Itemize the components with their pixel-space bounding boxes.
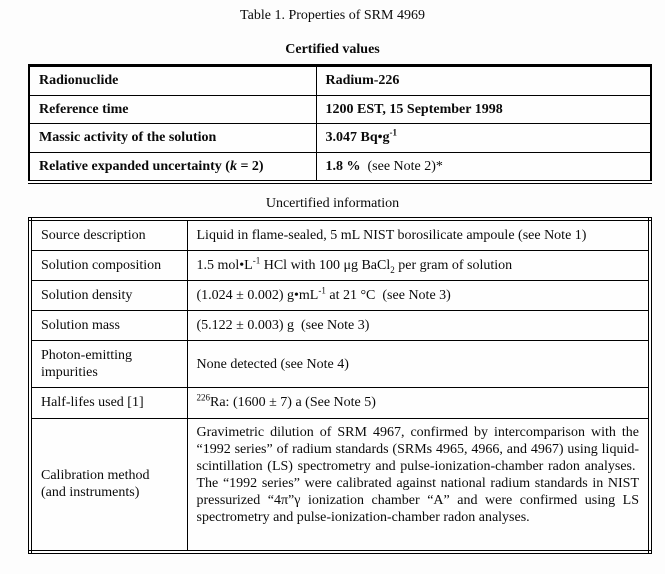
- text-segment: Calibration method (and instruments): [41, 468, 150, 501]
- row-label-cell: [30, 219, 187, 251]
- row-label-cell: [29, 152, 316, 182]
- text-segment: Source description: [41, 228, 146, 243]
- row-value-cell: [187, 311, 650, 341]
- row-label-cell: [29, 66, 316, 96]
- row-label-cell: [30, 311, 187, 341]
- row-value-cell: [187, 219, 650, 251]
- text-segment: Relative expanded uncertainty (: [39, 158, 230, 174]
- text-segment: k: [229, 158, 237, 174]
- row-value-cell: [316, 66, 651, 96]
- text-segment: None detected (see Note 4): [196, 356, 349, 372]
- text-segment: -1: [389, 127, 398, 138]
- row-value-cell: [187, 251, 650, 281]
- text-segment: (1.024 ± 0.002) g•mL: [196, 288, 319, 304]
- certified-values-heading: Certified values: [285, 42, 380, 57]
- text-segment: (see Note 2)*: [360, 158, 443, 174]
- table-row: [30, 311, 650, 341]
- row-value-cell: [316, 95, 651, 124]
- row-value-cell: [187, 281, 650, 311]
- uncertified-information-heading: Uncertified information: [265, 196, 400, 211]
- row-value-cell: [316, 124, 651, 153]
- row-label-cell: [30, 251, 187, 281]
- text-segment: Half-lifes used [1]: [41, 395, 144, 411]
- text-segment: 226: [196, 392, 210, 403]
- text-segment: = 2): [236, 158, 264, 174]
- text-segment: -1: [252, 255, 261, 266]
- table-row: [29, 95, 651, 124]
- text-segment: HCl with 100 μg BaCl: [260, 258, 391, 274]
- text-segment: Massic activity of the solution: [39, 130, 217, 145]
- text-segment: (5.122 ± 0.003) g (see Note 3): [196, 318, 370, 334]
- row-label-cell: [29, 95, 316, 124]
- row-label-cell: [29, 124, 316, 153]
- table-row: [30, 388, 650, 418]
- text-segment: 1200 EST, 15 September 1998: [325, 101, 503, 117]
- row-label-cell: [30, 341, 187, 388]
- text-segment: Ra: (1600 ± 7) a (See Note 5): [210, 395, 376, 411]
- text-segment: at 21 °C (see Note 3): [325, 288, 451, 304]
- text-segment: -1: [318, 285, 326, 296]
- text-segment: 1.8 %: [325, 158, 361, 174]
- text-segment: Photon-emitting impurities: [41, 348, 132, 381]
- text-segment: Reference time: [39, 101, 129, 117]
- text-segment: 1.5 mol•L: [196, 258, 253, 274]
- table-row: [30, 219, 650, 251]
- row-value-cell: [187, 418, 650, 552]
- text-segment: per gram of solution: [394, 258, 513, 274]
- row-label-cell: [30, 418, 187, 552]
- table-row: [29, 152, 651, 182]
- table-row: [30, 418, 650, 552]
- text-segment: Radium-226: [325, 73, 400, 88]
- row-value-cell: [316, 152, 651, 182]
- text-segment: 2: [390, 264, 395, 275]
- table-row: [29, 124, 651, 153]
- text-segment: Radionuclide: [39, 73, 119, 88]
- row-value-cell: [187, 341, 650, 388]
- table-row: [30, 281, 650, 311]
- row-label-cell: [30, 388, 187, 418]
- text-segment: Liquid in flame-sealed, 5 mL NIST borosilicate ampoule (see Note 1): [196, 228, 587, 243]
- document-title: Table 1. Properties of SRM 4969: [240, 8, 425, 23]
- text-segment: Solution mass: [41, 318, 120, 334]
- text-segment: Solution density: [41, 288, 133, 304]
- table-row: [29, 66, 651, 96]
- text-segment: 3.047 Bq•g: [325, 130, 390, 145]
- text-segment: Gravimetric dilution of SRM 4967, confirmed by intercomparison with the “1992 series” of radium standards (SRMs 4965, 4966, and 4967) using liquid-scintillation (LS) spectrometry and pulse-ionization-chamber radon analyses. The “1992 series” were calibrated against national radium standards in NIST pressurized “4π”γ ionization chamber “A” and were confirmed using LS spectrometry and pulse-ionization-chamber radon analyses.: [196, 424, 639, 525]
- certified-values-table: [28, 64, 652, 184]
- row-label-cell: [30, 281, 187, 311]
- table-row: [30, 341, 650, 388]
- certified-values-table-body: [29, 66, 651, 183]
- row-value-cell: [187, 388, 650, 418]
- uncertified-information-table-body: [30, 219, 650, 552]
- text-segment: Solution composition: [41, 258, 162, 274]
- uncertified-information-table: [28, 217, 652, 554]
- table-row: [30, 251, 650, 281]
